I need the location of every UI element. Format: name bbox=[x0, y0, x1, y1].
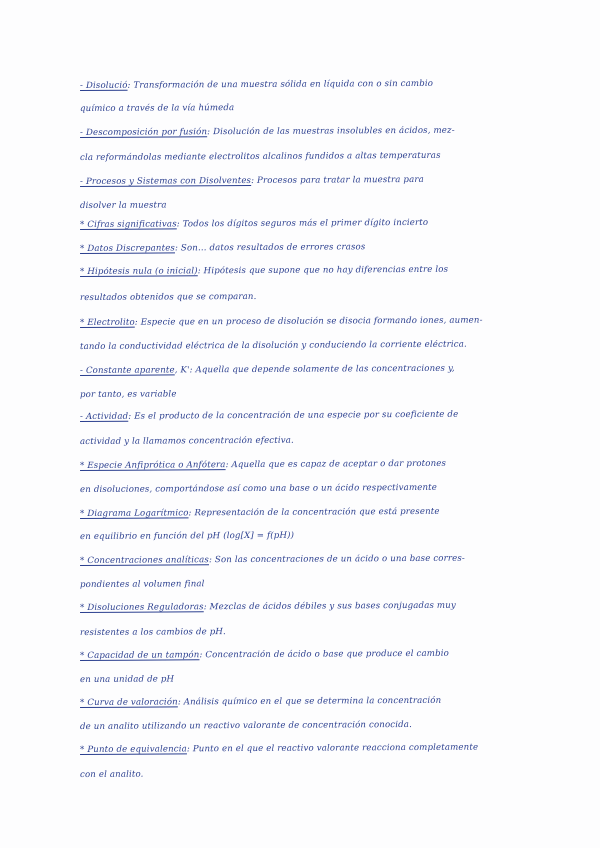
handwritten-line bbox=[80, 364, 455, 376]
line-text: químico a través de la vía húmeda bbox=[79, 103, 235, 114]
line-term: * Capacidad de un tampón bbox=[79, 650, 200, 661]
line-text: cla reformándolas mediante electrolitos alcalinos fundidos a altas temperaturas bbox=[79, 150, 441, 163]
line-text: en equilibrio en función del pH (log[X] = f(pH)) bbox=[79, 530, 295, 542]
handwritten-line bbox=[80, 103, 234, 114]
handwritten-line bbox=[80, 674, 174, 685]
line-term: * Cifras significativas bbox=[79, 219, 177, 230]
handwritten-line bbox=[80, 175, 424, 187]
line-term: * Diagrama Logarítmico bbox=[79, 508, 189, 519]
handwritten-line bbox=[80, 218, 428, 230]
line-term: - Descomposición por fusión bbox=[79, 127, 208, 138]
line-text: : Representación de la concentración que está presente bbox=[188, 506, 440, 519]
line-term: - Constante aparente bbox=[79, 365, 175, 376]
line-text: : Aquella que es capaz de aceptar o dar protones bbox=[225, 458, 447, 471]
line-term: - Actividad bbox=[79, 411, 129, 422]
line-term: - Procesos y Sistemas con Disolventes bbox=[79, 175, 252, 187]
handwritten-line bbox=[80, 579, 205, 590]
line-text: : Son las concentraciones de un ácido o una base corres- bbox=[208, 553, 466, 566]
line-term: - Disolució bbox=[79, 80, 128, 91]
line-text: : Especie que en un proceso de disolución se disocia formando iones, aumen- bbox=[134, 315, 483, 328]
line-text: , K': Aquella que depende solamente de las concentraciones y, bbox=[174, 363, 455, 376]
handwritten-line bbox=[80, 316, 483, 328]
handwritten-line bbox=[80, 151, 441, 163]
line-term: * Hipótesis nula (o inicial) bbox=[79, 266, 198, 277]
line-text: resistentes a los cambios de pH. bbox=[79, 627, 226, 638]
handwritten-line bbox=[80, 265, 448, 277]
line-term: * Datos Discrepantes bbox=[79, 243, 176, 254]
handwritten-line bbox=[80, 389, 177, 400]
handwritten-line bbox=[80, 126, 455, 138]
handwritten-line bbox=[80, 696, 441, 708]
handwritten-line bbox=[80, 292, 257, 303]
line-text: : Concentración de ácido o base que produce el cambio bbox=[199, 648, 449, 661]
line-text: : Punto en el que el reactivo valorante reacciona completamente bbox=[186, 742, 479, 755]
line-text: : Transformación de una muestra sólida en líquida con o sin cambio bbox=[127, 78, 434, 91]
line-text: : Mezclas de ácidos débiles y sus bases conjugadas muy bbox=[203, 600, 456, 613]
line-text: con el analito. bbox=[79, 769, 144, 780]
handwritten-line bbox=[80, 770, 144, 780]
line-text: : Procesos para tratar la muestra para bbox=[251, 174, 424, 186]
handwritten-line bbox=[80, 459, 446, 471]
line-text: en una unidad de pH bbox=[79, 674, 175, 685]
handwritten-line bbox=[80, 554, 465, 566]
line-term: * Electrolito bbox=[79, 317, 135, 328]
line-text: : Análisis químico en el que se determina la concentración bbox=[177, 695, 442, 708]
handwritten-line bbox=[80, 720, 412, 732]
handwritten-line bbox=[80, 410, 458, 422]
line-text: por tanto, es variable bbox=[79, 389, 177, 400]
line-term: * Concentraciones analíticas bbox=[79, 555, 209, 566]
line-text: disolver la muestra bbox=[79, 200, 167, 211]
line-text: : Es el producto de la concentración de una especie por su coeficiente de bbox=[128, 409, 459, 422]
line-text: pondientes al volumen final bbox=[79, 579, 205, 590]
handwritten-line bbox=[80, 649, 449, 661]
line-term: * Especie Anfiprótica o Anfótera bbox=[79, 460, 226, 471]
line-text: resultados obtenidos que se comparan. bbox=[79, 291, 257, 303]
line-term: * Disoluciones Reguladoras bbox=[79, 602, 204, 613]
line-text: tando la conductividad eléctrica de la disolución y conduciendo la corriente eléctrica. bbox=[79, 339, 467, 352]
handwritten-line bbox=[80, 601, 456, 613]
line-text: : Todos los dígitos seguros más el primer dígito incierto bbox=[176, 217, 429, 230]
line-text: en disoluciones, comportándose así como una base o un ácido respectivamente bbox=[79, 482, 438, 495]
handwritten-line bbox=[80, 242, 365, 254]
line-text: : Disolución de las muestras insolubles en ácidos, mez- bbox=[207, 125, 455, 138]
handwritten-line bbox=[80, 531, 294, 542]
handwritten-line bbox=[80, 340, 467, 352]
handwritten-line bbox=[80, 507, 440, 519]
line-text: de un analito utilizando un reactivo valorante de concentración conocida. bbox=[79, 719, 412, 732]
line-text: : Hipótesis que supone que no hay diferencias entre los bbox=[197, 264, 449, 277]
line-text: actividad y la llamamos concentración efectiva. bbox=[79, 435, 294, 447]
handwritten-line bbox=[80, 743, 478, 755]
line-text: : Son... datos resultados de errores crasos bbox=[174, 242, 366, 254]
handwritten-line bbox=[80, 200, 167, 211]
line-term: * Curva de valoración bbox=[79, 697, 178, 708]
line-term: * Punto de equivalencia bbox=[79, 744, 187, 755]
handwritten-line bbox=[80, 436, 294, 447]
handwritten-line bbox=[80, 627, 226, 638]
handwritten-line bbox=[80, 483, 437, 495]
handwritten-line bbox=[80, 79, 433, 91]
